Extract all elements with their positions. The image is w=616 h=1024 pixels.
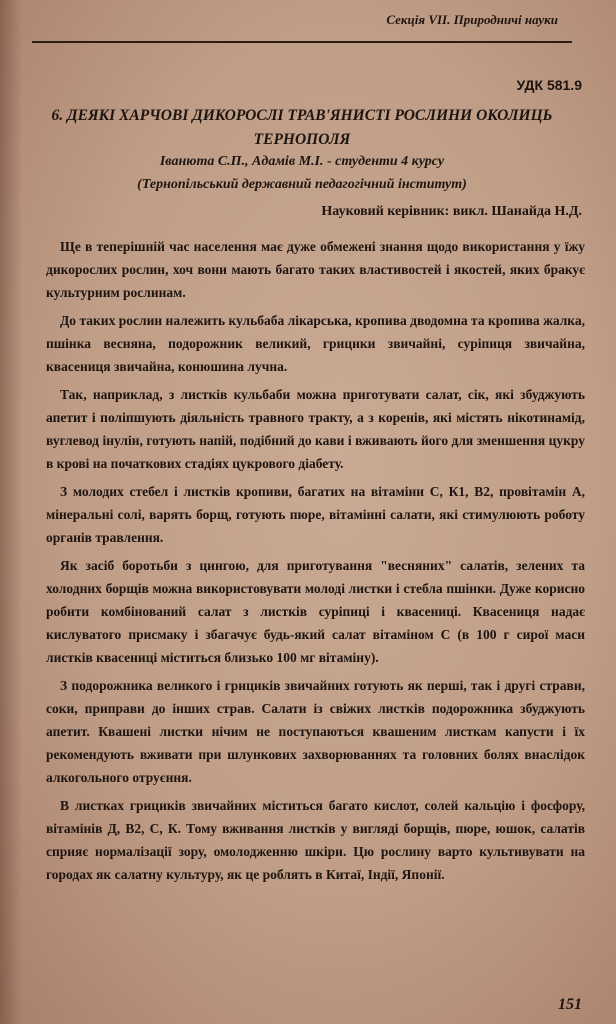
- paragraph: Як засіб боротьби з цингою, для приготування "весняних" салатів, зелених та холодних борщів можна використовувати молоді листки і стебла пшінки. Дуже корисно робити комбінований салат з листків суріпиці і квасениці. Квасениця надає кислуватого присмаку і збагачує будь-який салат вітаміном С (в 100 г сирої маси листків квасениці міститься близько 100 мг вітаміну).: [46, 558, 585, 665]
- paragraph: Так, наприклад, з листків кульбаби можна приготувати салат, сік, які збуджують апетит і поліпшують діяльність травного тракту, а з коренів, які містять нікотинамід, вуглевод інулін, готують напій, подібний до кави і вживають його для зменшення цукру в крові на початкових стадіях цукрового діабету.: [46, 387, 585, 471]
- page-number: 151: [558, 996, 582, 1013]
- udk-code: УДК 581.9: [516, 77, 582, 93]
- header-rule: [32, 41, 572, 43]
- paragraph: Ще в теперішній час населення має дуже обмежені знання щодо використання у їжу дикорослих рослин, хоч вони мають багато таких властивостей і якостей, яких бракує культурним рослинам.: [46, 239, 585, 300]
- affiliation-line: (Тернопільський державний педагогічний інститут): [137, 177, 467, 192]
- paragraph: В листках грициків звичайних міститься багато кислот, солей кальцію і фосфору, вітамінів Д, В2, С, К. Тому вживання листків у вигляді борщів, пюре, юшок, салатів сприяє нормалізації зору, омолодженню шкіри. Цю рослину варто культивувати на городах як салатну культуру, як це роблять в Китаї, Індії, Японії.: [46, 798, 585, 882]
- authors-line: Іванюта С.П., Адамів М.І. - студенти 4 курсу: [159, 154, 445, 169]
- paragraph: З подорожника великого і грициків звичайних готують як перші, так і другі страви, соки, приправи до інших страв. Салати із свіжих листків подорожника збуджують апетит. Квашені листки нічим не поступаються квашеним листкам капусти і їх рекомендують вживати при шлункових захворюваннях та головних болях внаслідок алкогольного отруєння.: [46, 678, 585, 785]
- paragraph: З молодих стебел і листків кропиви, багатих на вітаміни С, К1, В2, провітамін А, мінеральні солі, варять борщ, готують пюре, вітамінні салати, які стимулюють роботу органів травлення.: [46, 484, 585, 545]
- paragraph: До таких рослин належить кульбаба лікарська, кропива дводомна та кропива жалка, пшінка весняна, подорожник великий, грицики звичайні, суріпиця звичайна, квасениця звичайна, конюшина лучна.: [46, 313, 585, 374]
- supervisor-line: Науковий керівник: викл. Шанайда Н.Д.: [321, 204, 582, 219]
- article-title: 6. ДЕЯКІ ХАРЧОВІ ДИКОРОСЛІ ТРАВ'ЯНИСТІ РОСЛИНИ ОКОЛИЦЬ ТЕРНОПОЛЯ: [51, 107, 553, 148]
- article-body: [46, 235, 585, 891]
- running-header: Секція VII. Природничі науки: [386, 12, 558, 27]
